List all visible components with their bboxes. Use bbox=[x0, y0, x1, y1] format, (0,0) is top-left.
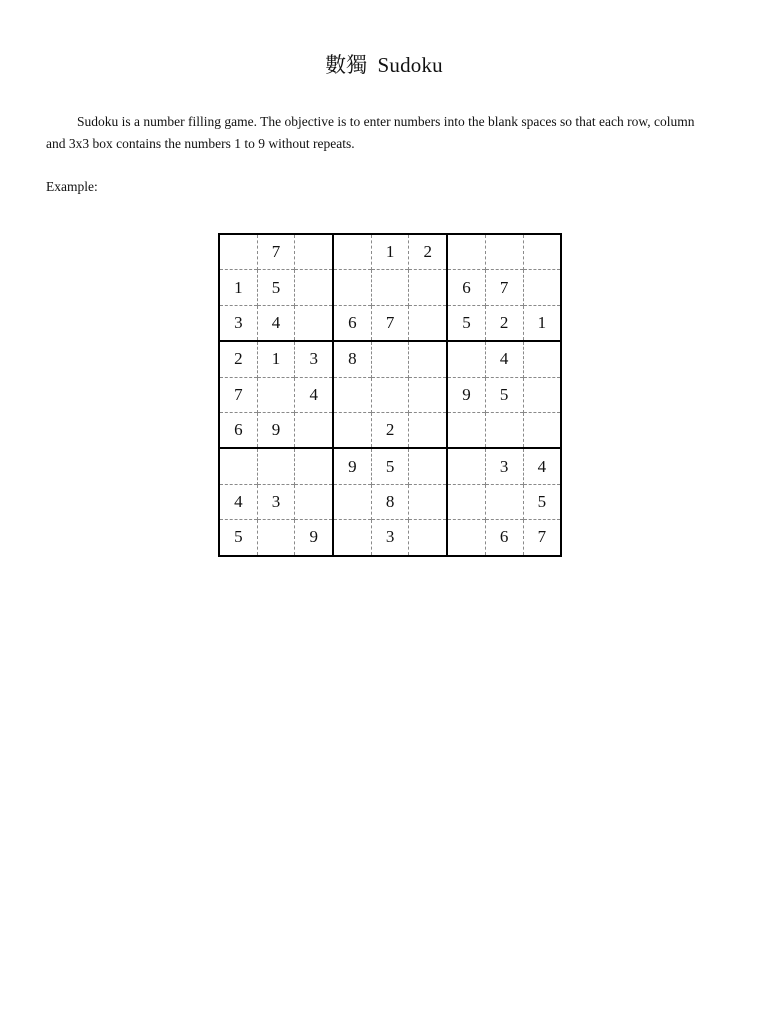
sudoku-cell bbox=[409, 270, 447, 305]
sudoku-cell bbox=[257, 377, 295, 412]
sudoku-cell bbox=[295, 305, 333, 341]
sudoku-cell bbox=[447, 520, 485, 556]
sudoku-cell: 1 bbox=[257, 341, 295, 377]
sudoku-cell bbox=[409, 377, 447, 412]
sudoku-cell bbox=[371, 341, 409, 377]
sudoku-row bbox=[219, 341, 561, 377]
sudoku-cell bbox=[333, 412, 371, 448]
sudoku-cell bbox=[371, 270, 409, 305]
sudoku-cell: 2 bbox=[371, 412, 409, 448]
sudoku-cell: 9 bbox=[447, 377, 485, 412]
sudoku-cell: 3 bbox=[219, 305, 257, 341]
sudoku-cell bbox=[219, 234, 257, 270]
sudoku-cell: 6 bbox=[219, 412, 257, 448]
sudoku-cell bbox=[447, 412, 485, 448]
sudoku-cell: 6 bbox=[333, 305, 371, 341]
sudoku-cell bbox=[523, 270, 561, 305]
sudoku-cell: 1 bbox=[219, 270, 257, 305]
sudoku-cell: 4 bbox=[219, 484, 257, 519]
sudoku-cell bbox=[295, 234, 333, 270]
sudoku-cell: 2 bbox=[485, 305, 523, 341]
sudoku-row bbox=[219, 484, 561, 519]
sudoku-cell: 6 bbox=[447, 270, 485, 305]
sudoku-grid bbox=[218, 233, 562, 557]
sudoku-cell: 3 bbox=[257, 484, 295, 519]
sudoku-cell: 2 bbox=[219, 341, 257, 377]
sudoku-grid-body bbox=[219, 234, 561, 556]
sudoku-cell: 6 bbox=[485, 520, 523, 556]
sudoku-cell bbox=[409, 484, 447, 519]
sudoku-cell bbox=[447, 341, 485, 377]
sudoku-cell bbox=[333, 270, 371, 305]
sudoku-cell: 1 bbox=[523, 305, 561, 341]
title-chinese: 數獨 bbox=[325, 53, 368, 77]
sudoku-row bbox=[219, 412, 561, 448]
sudoku-cell bbox=[523, 377, 561, 412]
sudoku-cell bbox=[523, 234, 561, 270]
sudoku-cell bbox=[333, 234, 371, 270]
sudoku-cell bbox=[333, 484, 371, 519]
sudoku-cell: 7 bbox=[257, 234, 295, 270]
sudoku-cell: 5 bbox=[371, 448, 409, 484]
sudoku-cell: 8 bbox=[333, 341, 371, 377]
sudoku-cell bbox=[447, 234, 485, 270]
sudoku-row bbox=[219, 520, 561, 556]
sudoku-row bbox=[219, 270, 561, 305]
sudoku-cell: 4 bbox=[485, 341, 523, 377]
title-english: Sudoku bbox=[377, 53, 443, 77]
sudoku-cell bbox=[333, 520, 371, 556]
sudoku-cell: 7 bbox=[219, 377, 257, 412]
sudoku-cell bbox=[409, 305, 447, 341]
sudoku-cell bbox=[523, 412, 561, 448]
sudoku-cell: 7 bbox=[523, 520, 561, 556]
sudoku-cell: 3 bbox=[371, 520, 409, 556]
sudoku-cell bbox=[447, 484, 485, 519]
sudoku-cell: 9 bbox=[295, 520, 333, 556]
sudoku-cell bbox=[523, 341, 561, 377]
sudoku-cell: 9 bbox=[333, 448, 371, 484]
intro-paragraph bbox=[46, 111, 712, 154]
sudoku-cell bbox=[295, 448, 333, 484]
sudoku-cell: 4 bbox=[523, 448, 561, 484]
sudoku-cell: 8 bbox=[371, 484, 409, 519]
sudoku-cell: 5 bbox=[447, 305, 485, 341]
sudoku-cell bbox=[409, 448, 447, 484]
sudoku-cell bbox=[447, 448, 485, 484]
sudoku-cell: 2 bbox=[409, 234, 447, 270]
sudoku-cell: 5 bbox=[257, 270, 295, 305]
sudoku-cell bbox=[257, 520, 295, 556]
sudoku-cell bbox=[257, 448, 295, 484]
sudoku-cell: 4 bbox=[295, 377, 333, 412]
sudoku-cell: 7 bbox=[485, 270, 523, 305]
sudoku-cell: 3 bbox=[485, 448, 523, 484]
sudoku-cell bbox=[485, 412, 523, 448]
sudoku-cell bbox=[295, 412, 333, 448]
sudoku-cell bbox=[485, 234, 523, 270]
sudoku-cell: 3 bbox=[295, 341, 333, 377]
sudoku-cell bbox=[371, 377, 409, 412]
sudoku-cell bbox=[333, 377, 371, 412]
sudoku-cell: 5 bbox=[485, 377, 523, 412]
sudoku-cell bbox=[409, 341, 447, 377]
sudoku-cell: 9 bbox=[257, 412, 295, 448]
sudoku-row bbox=[219, 377, 561, 412]
intro-text: Sudoku is a number filling game. The objective is to enter numbers into the blank spaces so that each row, column and 3x3 box contains the numbers 1 to 9 without repeats. bbox=[46, 114, 695, 151]
sudoku-cell: 1 bbox=[371, 234, 409, 270]
sudoku-cell bbox=[409, 520, 447, 556]
sudoku-row bbox=[219, 305, 561, 341]
example-label: Example: bbox=[46, 179, 98, 194]
sudoku-cell: 5 bbox=[523, 484, 561, 519]
sudoku-cell: 7 bbox=[371, 305, 409, 341]
sudoku-cell: 5 bbox=[219, 520, 257, 556]
page-title bbox=[0, 52, 768, 78]
sudoku-cell bbox=[295, 270, 333, 305]
sudoku-cell: 4 bbox=[257, 305, 295, 341]
sudoku-row bbox=[219, 234, 561, 270]
sudoku-row bbox=[219, 448, 561, 484]
sudoku-cell bbox=[485, 484, 523, 519]
sudoku-cell bbox=[295, 484, 333, 519]
sudoku-cell bbox=[409, 412, 447, 448]
sudoku-cell bbox=[219, 448, 257, 484]
